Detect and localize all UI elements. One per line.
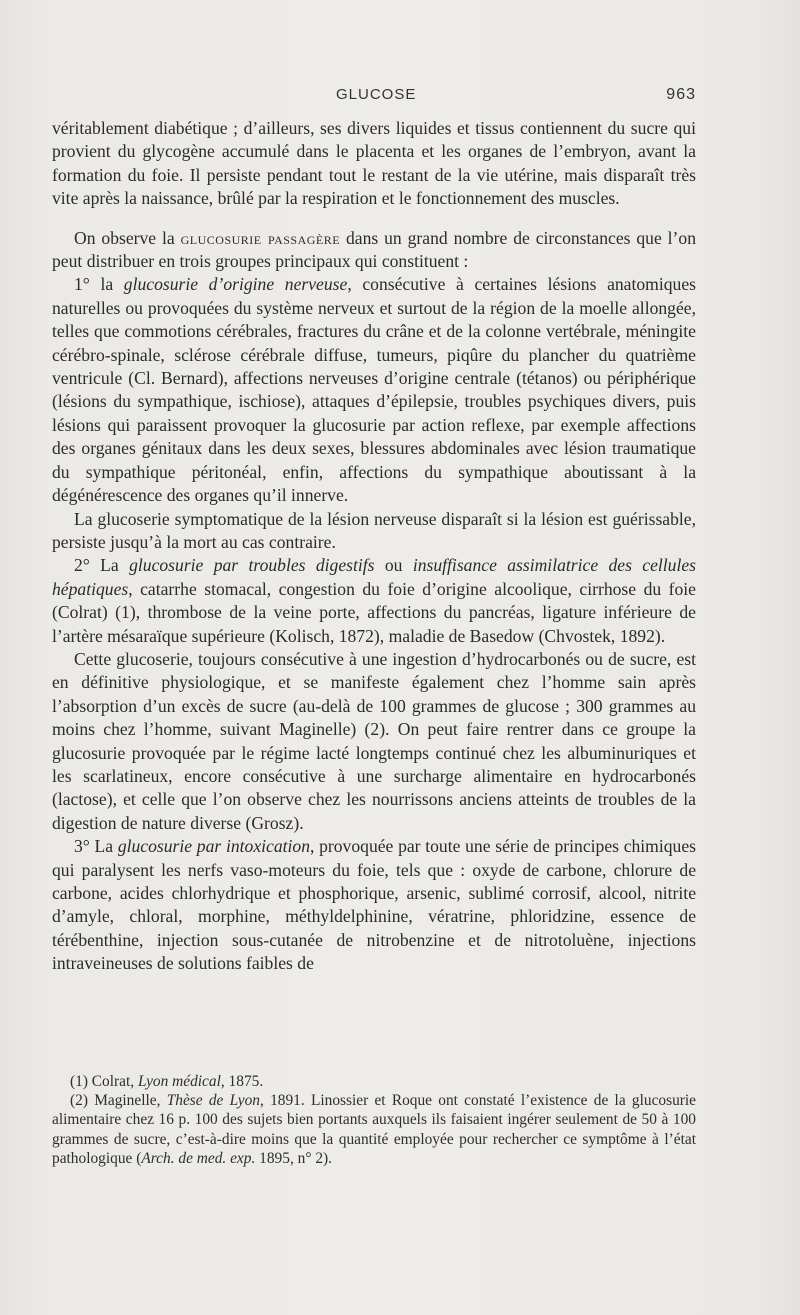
footnotes — [52, 1072, 696, 1168]
insuffisance-hepatique-term: insuffisance assimilatrice des cellules hépatiques — [52, 555, 697, 599]
paragraph-1-text: véritablement diabétique ; d’ailleurs, ses divers liquides et tissus contiennent du sucre qui provient du glycogène accumulé dans le placenta et les organes de l’embryon, avant la formation du foie. Il persiste pendant tout le restant de la vie utérine, mais disparaît très vite après la naissance, brûlé par la respiration et le fonctionnement des muscles. — [52, 118, 696, 209]
paragraph-6 — [52, 648, 696, 835]
footnote-1-end: , 1875. — [220, 1073, 264, 1090]
paragraph-1 — [52, 117, 696, 211]
paragraph-3-number: 1° la — [74, 274, 124, 295]
paragraph-4-text: La glucoserie symptomatique de la lésion nerveuse disparaît si la lésion est guérissable, persiste jusqu’à la mort au cas contraire. — [52, 508, 696, 552]
paragraph-3 — [52, 273, 696, 507]
paragraph-6-text: Cette glucoserie, toujours consécutive à une ingestion d’hydrocarbonés ou de sucre, est en définitive physiologique, et se manifeste également chez l’homme sain après l’absorption d’un excès de sucre (au-delà de 100 grammes de glucose ; 300 grammes au moins chez l’homme, suivant Maginelle) (2). On peut faire rentrer dans ce groupe la glucosurie provoquée par le régime lacté longtemps continué chez les albuminuriques et les scarlatineux, encore consécutive à une surcharge alimentaire en hydrocarbonés (lactose), et celle que l’on observe chez les nourrissons anciens atteints de troubles de la digestion de nature diverse (Grosz). — [52, 648, 696, 833]
footnote-1 — [52, 1072, 696, 1091]
footnote-2-start: (2) Maginelle, — [70, 1092, 167, 1110]
footnote-1-start: (1) Colrat, — [70, 1073, 138, 1090]
footnote-2-end: 1895, n° 2). — [255, 1149, 333, 1167]
body-text — [52, 117, 696, 976]
glucosurie-intoxication-term: glucosurie par intoxication — [117, 836, 310, 857]
glucosurie-passagere-term: glucosurie passagère — [180, 227, 341, 248]
footnote-2-text: , 1891. Linossier et Roque ont constaté l’existence de la glucosurie alimentaire chez 16 p. 100 des sujets bien portants auxquels ils faisaient ingérer seulement de 50 à 100 grammes de sucre, c’est-à-dire moins que la quantité employée pour rechercher ce symptôme à l’état pathologique ( — [52, 1092, 697, 1167]
footnote-2-journal: Arch. de med. exp. — [141, 1149, 256, 1167]
paragraph-5-text: , catarrhe stomacal, congestion du foie d’origine alcoolique, cirrhose du foie (Colrat) (1), thrombose de la veine porte, affections du pancréas, ligature inférieure de l’artère mésaraïque supérieure (Kolisch, 1872), maladie de Basedow (Chvostek, 1892). — [52, 578, 696, 646]
paragraph-3-text: , consécutive à certaines lésions anatomiques naturelles ou provoquées du système nerveux et surtout de la région de la moelle allongée, telles que commotions cérébrales, fractures du crâne et de la colonne vertébrale, méningite cérébro-spinale, sclérose cérébrale diffuse, tumeurs, piqûre du plancher du quatrième ventricule (Cl. Bernard), affections nerveuses d’origine centrale (tétanos) ou périphérique (lésions du sympathique, ischiose), attaques d’épilepsie, troubles psychiques divers, puis lésions qui paraissent provoquer la glucosurie par action reflexe, par exemple affections des organes génitaux dans les deux sexes, blessures abdominales avec lésion traumatique du sympathique péritonéal, enfin, affections du sympathique aboutissant à la dégénérescence des organes qu’il innerve. — [52, 274, 696, 506]
running-title: GLUCOSE — [336, 86, 417, 103]
paragraph-7 — [52, 835, 696, 975]
footnote-2 — [52, 1091, 696, 1168]
paragraph-5-connector: ou — [374, 555, 413, 576]
page-number: 963 — [666, 86, 696, 103]
paragraph-7-number: 3° La — [74, 836, 118, 857]
glucosurie-digestive-term: glucosurie par troubles digestifs — [129, 555, 375, 576]
paragraph-7-text: , provoquée par toute une série de principes chimiques qui paralysent les nerfs vaso-moteurs du foie, tels que : oxyde de carbone, chlorure de carbone, acides chlorhydrique et phosphorique, arsenic, sublimé corrosif, alcool, nitrite d’amyle, chloral, morphine, méthyldelphinine, vératrine, phloridzine, essence de térébenthine, injection sous-cutanée de nitrobenzine et de nitrotoluène, injections intraveineuses de solutions faibles de — [52, 836, 697, 974]
footnote-2-source: Thèse de Lyon — [166, 1092, 260, 1110]
page-header — [0, 86, 800, 110]
glucosurie-nerveuse-term: glucosurie d’origine nerveuse — [123, 274, 348, 295]
paragraph-5-number: 2° La — [74, 555, 130, 576]
paragraph-2-start: On observe la — [74, 227, 181, 248]
paragraph-2 — [52, 227, 696, 274]
footnote-1-source: Lyon médical — [137, 1073, 221, 1090]
paragraph-4 — [52, 508, 696, 555]
paragraph-5 — [52, 554, 696, 648]
paragraph-2-end: dans un grand nombre de circonstances que l’on peut distribuer en trois groupes principaux qui constituent : — [52, 227, 697, 272]
